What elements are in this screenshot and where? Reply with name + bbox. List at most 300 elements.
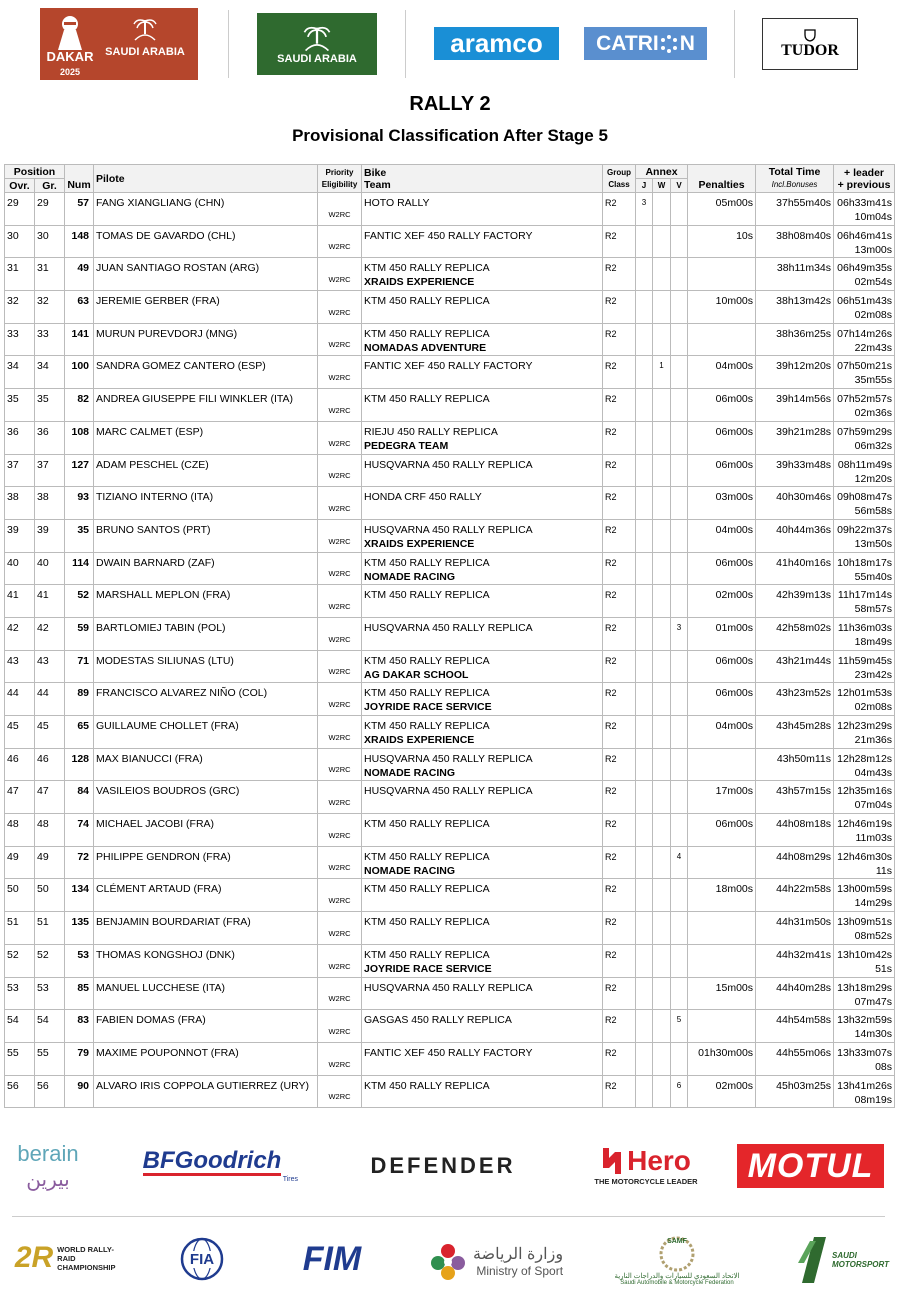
cell-bike-team (362, 291, 603, 324)
cell-total-time: 43h23m52s (756, 683, 834, 716)
cell-ovr: 53 (5, 977, 35, 1010)
cell-team: AG DAKAR SCHOOL (364, 668, 469, 681)
cell-annex-w (653, 617, 671, 650)
cell-leader-gap: 10h18m17s (837, 556, 893, 569)
cell-gr: 33 (35, 323, 65, 356)
hero-logo-sub: THE MOTORCYCLE LEADER (594, 1176, 698, 1186)
cell-total-time: 45h03m25s (756, 1075, 834, 1108)
cell-total-time: 42h58m02s (756, 617, 834, 650)
cell-bike-team (362, 944, 603, 977)
cell-annex-j (636, 552, 653, 585)
cell-total-time: 38h11m34s (756, 258, 834, 291)
cell-annex-w (653, 912, 671, 945)
cell-group: R2 (603, 1010, 636, 1043)
col-incl-bonuses: Incl.Bonuses (771, 180, 818, 189)
partner-logos (0, 1222, 900, 1300)
dakar-logo-country: SAUDI ARABIA (105, 46, 185, 58)
cell-bike: KTM 450 RALLY REPLICA (364, 687, 490, 700)
cell-pilote: PHILIPPE GENDRON (FRA) (94, 846, 318, 879)
cell-total-time: 44h08m18s (756, 814, 834, 847)
hero-logo-text: Hero (627, 1144, 691, 1176)
cell-ovr: 30 (5, 225, 35, 258)
table-row (5, 814, 895, 847)
cell-bike: KTM 450 RALLY REPLICA (364, 262, 490, 275)
catrion-ring-icon (659, 34, 679, 54)
cell-annex-v (671, 748, 688, 781)
cell-ovr: 56 (5, 1075, 35, 1108)
cell-leader-gap: 11h59m45s (837, 654, 893, 667)
cell-penalties (688, 1010, 756, 1043)
cell-group: R2 (603, 258, 636, 291)
cell-gaps (834, 487, 895, 520)
cell-gaps (834, 912, 895, 945)
cell-bike: HUSQVARNA 450 RALLY REPLICA (364, 752, 533, 765)
cell-penalties: 06m00s (688, 650, 756, 683)
cell-bike-team (362, 225, 603, 258)
cell-num: 100 (65, 356, 94, 389)
cell-num: 128 (65, 748, 94, 781)
cell-bike-team (362, 879, 603, 912)
ministry-flower-icon (427, 1239, 469, 1283)
saudi-arabia-logo-text: SAUDI ARABIA (277, 53, 357, 65)
cell-annex-w (653, 519, 671, 552)
cell-ovr: 43 (5, 650, 35, 683)
table-row (5, 1010, 895, 1043)
cell-pilote: MARC CALMET (ESP) (94, 421, 318, 454)
cell-num: 82 (65, 389, 94, 422)
shield-icon (803, 28, 817, 42)
cell-total-time: 37h55m40s (756, 193, 834, 226)
cell-gaps (834, 323, 895, 356)
cell-annex-j (636, 846, 653, 879)
cell-previous-gap: 08m19s (854, 1093, 893, 1106)
cell-annex-v (671, 781, 688, 814)
cell-team: JOYRIDE RACE SERVICE (364, 962, 492, 975)
cell-gr: 30 (35, 225, 65, 258)
motul-logo: MOTUL (737, 1144, 884, 1188)
cell-annex-w (653, 487, 671, 520)
cell-penalties (688, 912, 756, 945)
cell-eligibility: W2RC (318, 258, 362, 291)
cell-eligibility: W2RC (318, 748, 362, 781)
cell-previous-gap: 07m04s (854, 799, 893, 812)
cell-annex-j (636, 389, 653, 422)
cell-num: 59 (65, 617, 94, 650)
palm-swords-icon (131, 16, 159, 42)
col-position: Position (5, 165, 65, 179)
cell-penalties: 01h30m00s (688, 1042, 756, 1075)
cell-total-time: 39h12m20s (756, 356, 834, 389)
cell-leader-gap: 07h14m26s (837, 327, 893, 340)
cell-leader-gap: 07h52m57s (837, 393, 893, 406)
cell-ovr: 54 (5, 1010, 35, 1043)
cell-num: 108 (65, 421, 94, 454)
cell-total-time: 41h40m16s (756, 552, 834, 585)
cell-gaps (834, 944, 895, 977)
berain-logo-arabic: بيرين (26, 1168, 70, 1191)
table-row (5, 879, 895, 912)
cell-annex-w (653, 781, 671, 814)
cell-gaps (834, 977, 895, 1010)
cell-total-time: 43h50m11s (756, 748, 834, 781)
cell-ovr: 38 (5, 487, 35, 520)
cell-penalties: 18m00s (688, 879, 756, 912)
cell-previous-gap: 58m57s (854, 603, 893, 616)
berain-logo (8, 1130, 88, 1202)
cell-eligibility: W2RC (318, 879, 362, 912)
cell-team: NOMADE RACING (364, 766, 456, 779)
cell-pilote: THOMAS KONGSHOJ (DNK) (94, 944, 318, 977)
page-title: RALLY 2 (409, 93, 491, 115)
cell-annex-j (636, 258, 653, 291)
cell-num: 72 (65, 846, 94, 879)
cell-previous-gap: 06m32s (854, 439, 893, 452)
cell-gr: 35 (35, 389, 65, 422)
cell-total-time: 44h32m41s (756, 944, 834, 977)
divider (405, 10, 406, 78)
cell-bike-team (362, 683, 603, 716)
cell-gr: 40 (35, 552, 65, 585)
cell-bike: HUSQVARNA 450 RALLY REPLICA (364, 785, 533, 798)
cell-bike-team (362, 781, 603, 814)
cell-annex-w (653, 258, 671, 291)
cell-eligibility: W2RC (318, 193, 362, 226)
cell-leader-gap: 13h09m51s (837, 916, 893, 929)
cell-leader-gap: 12h28m12s (837, 752, 893, 765)
cell-num: 134 (65, 879, 94, 912)
cell-annex-w (653, 421, 671, 454)
cell-penalties: 04m00s (688, 356, 756, 389)
cell-bike-team (362, 716, 603, 749)
cell-gaps (834, 1010, 895, 1043)
cell-gaps (834, 225, 895, 258)
col-eligibility: Eligibility (321, 179, 358, 189)
cell-annex-v (671, 519, 688, 552)
cell-pilote: TOMAS DE GAVARDO (CHL) (94, 225, 318, 258)
cell-gr: 46 (35, 748, 65, 781)
cell-num: 85 (65, 977, 94, 1010)
cell-gaps (834, 552, 895, 585)
cell-num: 93 (65, 487, 94, 520)
cell-gaps (834, 356, 895, 389)
palm-swords-icon (301, 23, 333, 53)
cell-pilote: MICHAEL JACOBI (FRA) (94, 814, 318, 847)
cell-group: R2 (603, 683, 636, 716)
cell-eligibility: W2RC (318, 552, 362, 585)
cell-gaps (834, 258, 895, 291)
cell-annex-j (636, 879, 653, 912)
cell-group: R2 (603, 650, 636, 683)
cell-annex-v (671, 912, 688, 945)
cell-annex-w (653, 1042, 671, 1075)
cell-annex-v (671, 356, 688, 389)
fim-logo: FIM (302, 1239, 362, 1278)
cell-annex-w (653, 879, 671, 912)
col-pilote: Pilote (94, 165, 318, 193)
cell-eligibility: W2RC (318, 1010, 362, 1043)
col-group-class (603, 165, 636, 193)
w2rc-logo-mark: 2R (14, 1241, 54, 1274)
cell-bike-team (362, 1010, 603, 1043)
saudi-motorsport-logo-text: SAUDI MOTORSPORT (832, 1251, 890, 1269)
cell-annex-w (653, 585, 671, 618)
cell-gr: 50 (35, 879, 65, 912)
cell-bike-team (362, 487, 603, 520)
cell-annex-j (636, 814, 653, 847)
cell-annex-w (653, 225, 671, 258)
cell-gr: 51 (35, 912, 65, 945)
cell-previous-gap: 23m42s (854, 668, 893, 681)
cell-group: R2 (603, 193, 636, 226)
cell-annex-v (671, 879, 688, 912)
tudor-logo (762, 18, 858, 70)
cell-group: R2 (603, 552, 636, 585)
cell-annex-v (671, 944, 688, 977)
cell-eligibility: W2RC (318, 389, 362, 422)
cell-eligibility: W2RC (318, 814, 362, 847)
hero-h-icon (601, 1146, 623, 1176)
cell-group: R2 (603, 291, 636, 324)
cell-bike: HOTO RALLY (364, 197, 430, 209)
cell-annex-w (653, 846, 671, 879)
cell-bike: GASGAS 450 RALLY REPLICA (364, 1014, 512, 1027)
table-row (5, 912, 895, 945)
cell-previous-gap: 55m40s (854, 570, 893, 583)
berain-logo-text: berain (17, 1140, 79, 1166)
cell-total-time: 40h30m46s (756, 487, 834, 520)
cell-pilote: JUAN SANTIAGO ROSTAN (ARG) (94, 258, 318, 291)
sponsor-logos (0, 1120, 900, 1210)
cell-annex-v (671, 650, 688, 683)
cell-pilote: BARTLOMIEJ TABIN (POL) (94, 617, 318, 650)
cell-previous-gap: 18m49s (854, 635, 893, 648)
cell-bike-team (362, 748, 603, 781)
cell-ovr: 42 (5, 617, 35, 650)
cell-leader-gap: 08h11m49s (837, 458, 893, 471)
cell-penalties: 10m00s (688, 291, 756, 324)
cell-gaps (834, 814, 895, 847)
cell-annex-j (636, 421, 653, 454)
cell-gr: 47 (35, 781, 65, 814)
cell-total-time: 40h44m36s (756, 519, 834, 552)
cell-pilote: CLÉMENT ARTAUD (FRA) (94, 879, 318, 912)
cell-bike-team (362, 814, 603, 847)
bfgoodrich-logo (126, 1148, 298, 1184)
cell-group: R2 (603, 716, 636, 749)
cell-group: R2 (603, 225, 636, 258)
table-row (5, 683, 895, 716)
cell-total-time: 42h39m13s (756, 585, 834, 618)
cell-gaps (834, 716, 895, 749)
cell-ovr: 36 (5, 421, 35, 454)
cell-annex-w (653, 814, 671, 847)
cell-eligibility: W2RC (318, 519, 362, 552)
cell-num: 63 (65, 291, 94, 324)
cell-penalties: 06m00s (688, 552, 756, 585)
cell-annex-w (653, 683, 671, 716)
cell-annex-v: 6 (671, 1075, 688, 1108)
cell-group: R2 (603, 389, 636, 422)
cell-previous-gap: 02m36s (854, 407, 893, 420)
cell-bike: KTM 450 RALLY REPLICA (364, 916, 490, 929)
cell-annex-v (671, 977, 688, 1010)
cell-bike: KTM 450 RALLY REPLICA (364, 948, 490, 961)
cell-ovr: 32 (5, 291, 35, 324)
cell-annex-j (636, 519, 653, 552)
cell-annex-j (636, 617, 653, 650)
cell-gaps (834, 585, 895, 618)
col-bike: Bike (364, 166, 387, 179)
cell-bike: FANTIC XEF 450 RALLY FACTORY (364, 360, 533, 373)
divider (228, 10, 229, 78)
aramco-logo (434, 27, 559, 60)
cell-gr: 45 (35, 716, 65, 749)
cell-total-time: 44h22m58s (756, 879, 834, 912)
cell-ovr: 45 (5, 716, 35, 749)
samf-logo-text: Saudi Automobile & Motorcycle Federation (620, 1280, 734, 1286)
cell-annex-v (671, 552, 688, 585)
cell-total-time: 44h55m06s (756, 1042, 834, 1075)
cell-previous-gap: 13m50s (854, 537, 893, 550)
cell-annex-v (671, 716, 688, 749)
cell-previous-gap: 12m20s (854, 472, 893, 485)
cell-ovr: 48 (5, 814, 35, 847)
cell-group: R2 (603, 879, 636, 912)
tudor-logo-text: TUDOR (781, 42, 839, 59)
cell-team: JOYRIDE RACE SERVICE (364, 701, 492, 714)
cell-pilote: TIZIANO INTERNO (ITA) (94, 487, 318, 520)
cell-leader-gap: 06h49m35s (837, 262, 893, 275)
dakar-logo-name: DAKAR (46, 49, 94, 64)
cell-penalties: 02m00s (688, 585, 756, 618)
cell-annex-v (671, 258, 688, 291)
cell-penalties: 06m00s (688, 421, 756, 454)
cell-gr: 41 (35, 585, 65, 618)
cell-gr: 36 (35, 421, 65, 454)
cell-gr: 44 (35, 683, 65, 716)
cell-group: R2 (603, 323, 636, 356)
cell-penalties: 17m00s (688, 781, 756, 814)
cell-annex-v (671, 389, 688, 422)
cell-eligibility: W2RC (318, 977, 362, 1010)
cell-bike: KTM 450 RALLY REPLICA (364, 883, 490, 896)
cell-gaps (834, 1042, 895, 1075)
cell-eligibility: W2RC (318, 944, 362, 977)
cell-penalties (688, 846, 756, 879)
cell-num: 89 (65, 683, 94, 716)
divider (734, 10, 735, 78)
cell-leader-gap: 06h51m43s (837, 295, 893, 308)
cell-annex-v: 3 (671, 617, 688, 650)
cell-annex-v: 5 (671, 1010, 688, 1043)
cell-annex-j (636, 323, 653, 356)
table-row (5, 977, 895, 1010)
cell-ovr: 33 (5, 323, 35, 356)
table-row (5, 716, 895, 749)
cell-annex-j (636, 716, 653, 749)
table-row (5, 258, 895, 291)
cell-previous-gap: 21m36s (854, 734, 893, 746)
cell-group: R2 (603, 1042, 636, 1075)
aramco-logo-text: aramco (450, 28, 543, 58)
header-logos (0, 0, 900, 90)
cell-bike: KTM 450 RALLY REPLICA (364, 654, 490, 667)
table-row (5, 585, 895, 618)
cell-annex-v (671, 1042, 688, 1075)
cell-ovr: 31 (5, 258, 35, 291)
cell-pilote: BRUNO SANTOS (PRT) (94, 519, 318, 552)
ministry-of-sport-logo (424, 1236, 566, 1286)
cell-annex-w (653, 323, 671, 356)
cell-previous-gap: 08m52s (854, 930, 893, 943)
col-num: Num (65, 165, 94, 193)
cell-penalties: 03m00s (688, 487, 756, 520)
cell-total-time: 38h13m42s (756, 291, 834, 324)
table-row (5, 1042, 895, 1075)
cell-bike-team (362, 912, 603, 945)
cell-gr: 55 (35, 1042, 65, 1075)
cell-ovr: 40 (5, 552, 35, 585)
cell-gr: 43 (35, 650, 65, 683)
cell-bike: FANTIC XEF 450 RALLY FACTORY (364, 1046, 533, 1059)
cell-pilote: MODESTAS SILIUNAS (LTU) (94, 650, 318, 683)
cell-gaps (834, 1075, 895, 1108)
col-team: Team (364, 178, 391, 191)
cell-eligibility: W2RC (318, 225, 362, 258)
table-row (5, 617, 895, 650)
cell-leader-gap: 13h00m59s (837, 883, 893, 896)
table-row (5, 225, 895, 258)
cell-group: R2 (603, 487, 636, 520)
cell-previous-gap: 07m47s (854, 995, 893, 1008)
cell-penalties: 01m00s (688, 617, 756, 650)
cell-previous-gap: 22m43s (854, 341, 893, 354)
cell-group: R2 (603, 748, 636, 781)
cell-annex-j (636, 1042, 653, 1075)
cell-gr: 48 (35, 814, 65, 847)
cell-penalties: 04m00s (688, 519, 756, 552)
fia-logo-text: FIA (189, 1250, 215, 1268)
catrion-logo: CATRI N (584, 27, 707, 60)
cell-team: PEDEGRA TEAM (364, 439, 449, 452)
cell-annex-w (653, 454, 671, 487)
cell-previous-gap: 14m29s (854, 897, 893, 910)
cell-annex-w (653, 977, 671, 1010)
classification-rows (5, 193, 895, 1108)
cell-num: 135 (65, 912, 94, 945)
cell-group: R2 (603, 846, 636, 879)
col-annex-w: W (653, 179, 671, 193)
cell-previous-gap: 04m43s (854, 766, 893, 779)
cell-total-time: 43h57m15s (756, 781, 834, 814)
divider (12, 1216, 885, 1217)
cell-gaps (834, 781, 895, 814)
cell-eligibility: W2RC (318, 716, 362, 749)
cell-bike: KTM 450 RALLY REPLICA (364, 850, 490, 863)
cell-eligibility: W2RC (318, 585, 362, 618)
cell-annex-j: 3 (636, 193, 653, 226)
cell-bike-team (362, 617, 603, 650)
cell-total-time: 38h08m40s (756, 225, 834, 258)
cell-previous-gap: 35m55s (854, 374, 893, 387)
cell-bike: KTM 450 RALLY REPLICA (364, 589, 490, 602)
cell-bike-team (362, 585, 603, 618)
cell-annex-w (653, 944, 671, 977)
cell-total-time: 39h14m56s (756, 389, 834, 422)
cell-bike: KTM 450 RALLY REPLICA (364, 295, 490, 308)
samf-logo (612, 1228, 742, 1294)
dakar-logo-year: 2025 (59, 67, 81, 77)
